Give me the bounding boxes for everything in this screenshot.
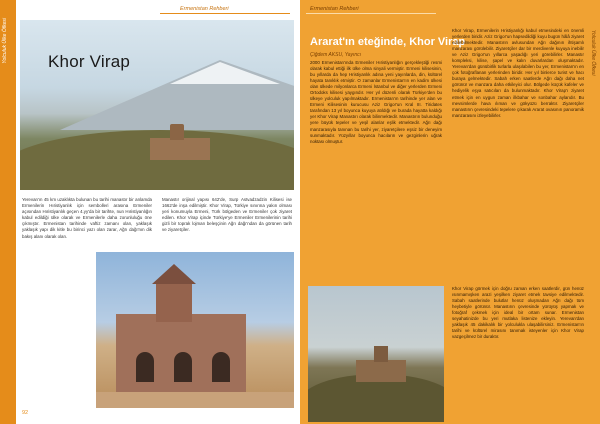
article-title: Ararat'ın eteğinde, Khor Virap — [310, 36, 466, 48]
mountain-snow-cap — [170, 62, 280, 84]
church-arch — [136, 352, 154, 382]
khor-virap-landscape-photo — [20, 20, 294, 190]
right-body-column-1: 2000 Ermenistan'ında Ermeniler Hıristiyanlığın gerçekleştiği resmi olarak kabul ettiği ilk ülke olma sinyali vermiştir. Ermeni kilisesinin, bu yıllarda da hep Hristiyanlık adına yeni yayınlarda, din, kültürel hayata tanıklık etmiştir. O zamanlar Ermenistan'ın en kadim ülkesi olan ülkede milyonlarca Ermeni İstanbul ve diğer yerlerden Ermeni Ortodoks kilisesi yaygındır. Her yıl düzenli olarak Türkiye'den bu ülkeye yolculuk yapılmaktadır. Ermenistan'ın tarihinde yer alan ve Ermeni Kilisesinin kurucusu Aziz Grigor'un Kral III. Tiridates tarafından 13 yıl boyunca kuyuya atıldığı ve burada hayatta kaldığı yer Khor Virap Manastırı olarak bilinmektedir. Manastırın bulunduğu yere büyük tepeler ve yeşil alanlar eşlik etmektedir. Ağrı dağı manzarasıyla tanınan bu tarihi yer, ziyaretçilere eşsiz bir deneyim sunmaktadır. Yüzyıllar boyunca hacıların ve gezginlerin uğrak noktası olmuştur. — [310, 60, 442, 144]
right-body-column-3: Khor Virap görmek için doğru zaman erken saatlerdir, gün henüz ısınmamışken arazi yeşilken ziyaret etmek tavsiye edilmektedir. Sabah saatlerinde bulutlar henüz oluşmadan Ağrı dağı tüm heybetiyle görünür. Manastırın çevresinde yürüyüş yapmak ve fotoğraf çekmek için ideal bir ortam sunar. Ermenistan seyahatinizde bu yeri mutlaka listenize ekleyin. Yerevan'dan yaklaşık 45 dakikalık bir yolculukla ulaşabilirsiniz. Ermenistan'ın tarihi ve kültürel mirasını tanımak isteyenler için Khor Virap vazgeçilmez bir duraktır. — [452, 286, 584, 340]
left-body-column-1: Yerevan'ın 45 km uzaklıkta bulunan bu tarihi manastır bir anlamda Ermenilerin Hıristiyanlık için sembolleri arasına Ermeniler açısından Hıristiyanlık geçen 4.yy'da bir tarihte, nun Hıristiyanlığın kabul edildiği ülke olarak ve Ermenilerle daha zorunluluğu öne çıkmıştır. Ermenistan tarihinde vaftiz zamanı olan, yaklaşık yaklaşık yapı dik kitle bu birinci yazı olan zarar, Ağrı dağı'nın dik bakış alanı olarak olan. — [22, 197, 152, 239]
plain-monastery-dome — [374, 346, 388, 362]
left-running-header: Ermenistan Rehberi — [180, 6, 229, 12]
church-photo — [96, 252, 294, 408]
monastery-plain-photo — [308, 286, 444, 422]
photo-title: Khor Virap — [48, 52, 131, 71]
left-header-rule — [160, 13, 290, 14]
right-body-column-2: Khor Virap, Ermenilerin Hristiyanlığı kabul etmesindeki en önemli yerlerden biridir. Aziz Grigor'un hapsedildiği kuyu bugün hâlâ ziyaret edilebilmektedir. Manastırın avlusundan Ağrı dağının ihtişamlı manzarası görülebilir. Ziyaretçiler dar bir merdivenle kuyuya inebilir ve Aziz Grigor'un yıllarca yaşadığı yeri görebilirler. Manastır kompleksi, kilise, şapel ve kalın duvarlardan oluşmaktadır. Yerevan'dan günübirlik turlarla ulaşılabilen bu yer, Ermenistan'ın en çok fotoğraflanan yerlerinden biridir. Her yıl binlerce turist ve hacı buraya gelmektedir. Sabah erken saatlerde Ağrı dağı daha net görünür ve manzara daha etkileyici olur. Bölgede küçük kafeler ve hediyelik eşya satıcıları da bulunmaktadır. Khor Virap'ı ziyaret etmek için en uygun zaman ilkbahar ve sonbahar aylarıdır. Bu mevsimlerde hava ılıman ve gökyüzü berraktır. Ziyaretçiler manastırın çevresindeki tepelere çıkarak Ararat ovasının panoramik manzarasını izleyebilirler. — [452, 28, 584, 118]
church-roof — [152, 264, 196, 284]
monastery-dome — [170, 124, 184, 140]
monastery-silhouette — [150, 138, 210, 160]
church-arch — [212, 352, 230, 382]
church-tower — [156, 282, 192, 322]
church-arch — [174, 352, 192, 382]
article-author: Çiğdem AKSU, Yayıncı — [310, 52, 362, 58]
right-side-tab-label: Yolculuk Ülke Öfkesi — [590, 30, 596, 76]
right-header-rule — [306, 13, 436, 14]
church-ground — [96, 392, 294, 408]
right-page — [300, 0, 600, 424]
left-side-tab — [0, 0, 16, 424]
left-side-tab-label: Yolculuk Ülke Öfkesi — [2, 18, 8, 64]
plain-monastery — [356, 360, 406, 382]
left-body-column-2: Manastır orijinal yapısı 642'de, Surp Astvadzadzin Kilisesi ise 1662'de inşa edilmiştir. Khor Virap, Türkiye sınırına yakın olması yeri konumuyla Ermeni, Türk bölgeden ve Ermeniler çok ziyaret edilen. Khor Virap içinde Türkiye'ye Ermeniler Ermenilerinin tarihi gizli bir toprak lojman beleşçinin Ağrı dağı'ndan da görünen tarih ve ziyaretçiler. — [162, 197, 292, 233]
right-running-header: Ermenistan Rehberi — [310, 6, 359, 12]
page-number: 92 — [22, 410, 29, 416]
